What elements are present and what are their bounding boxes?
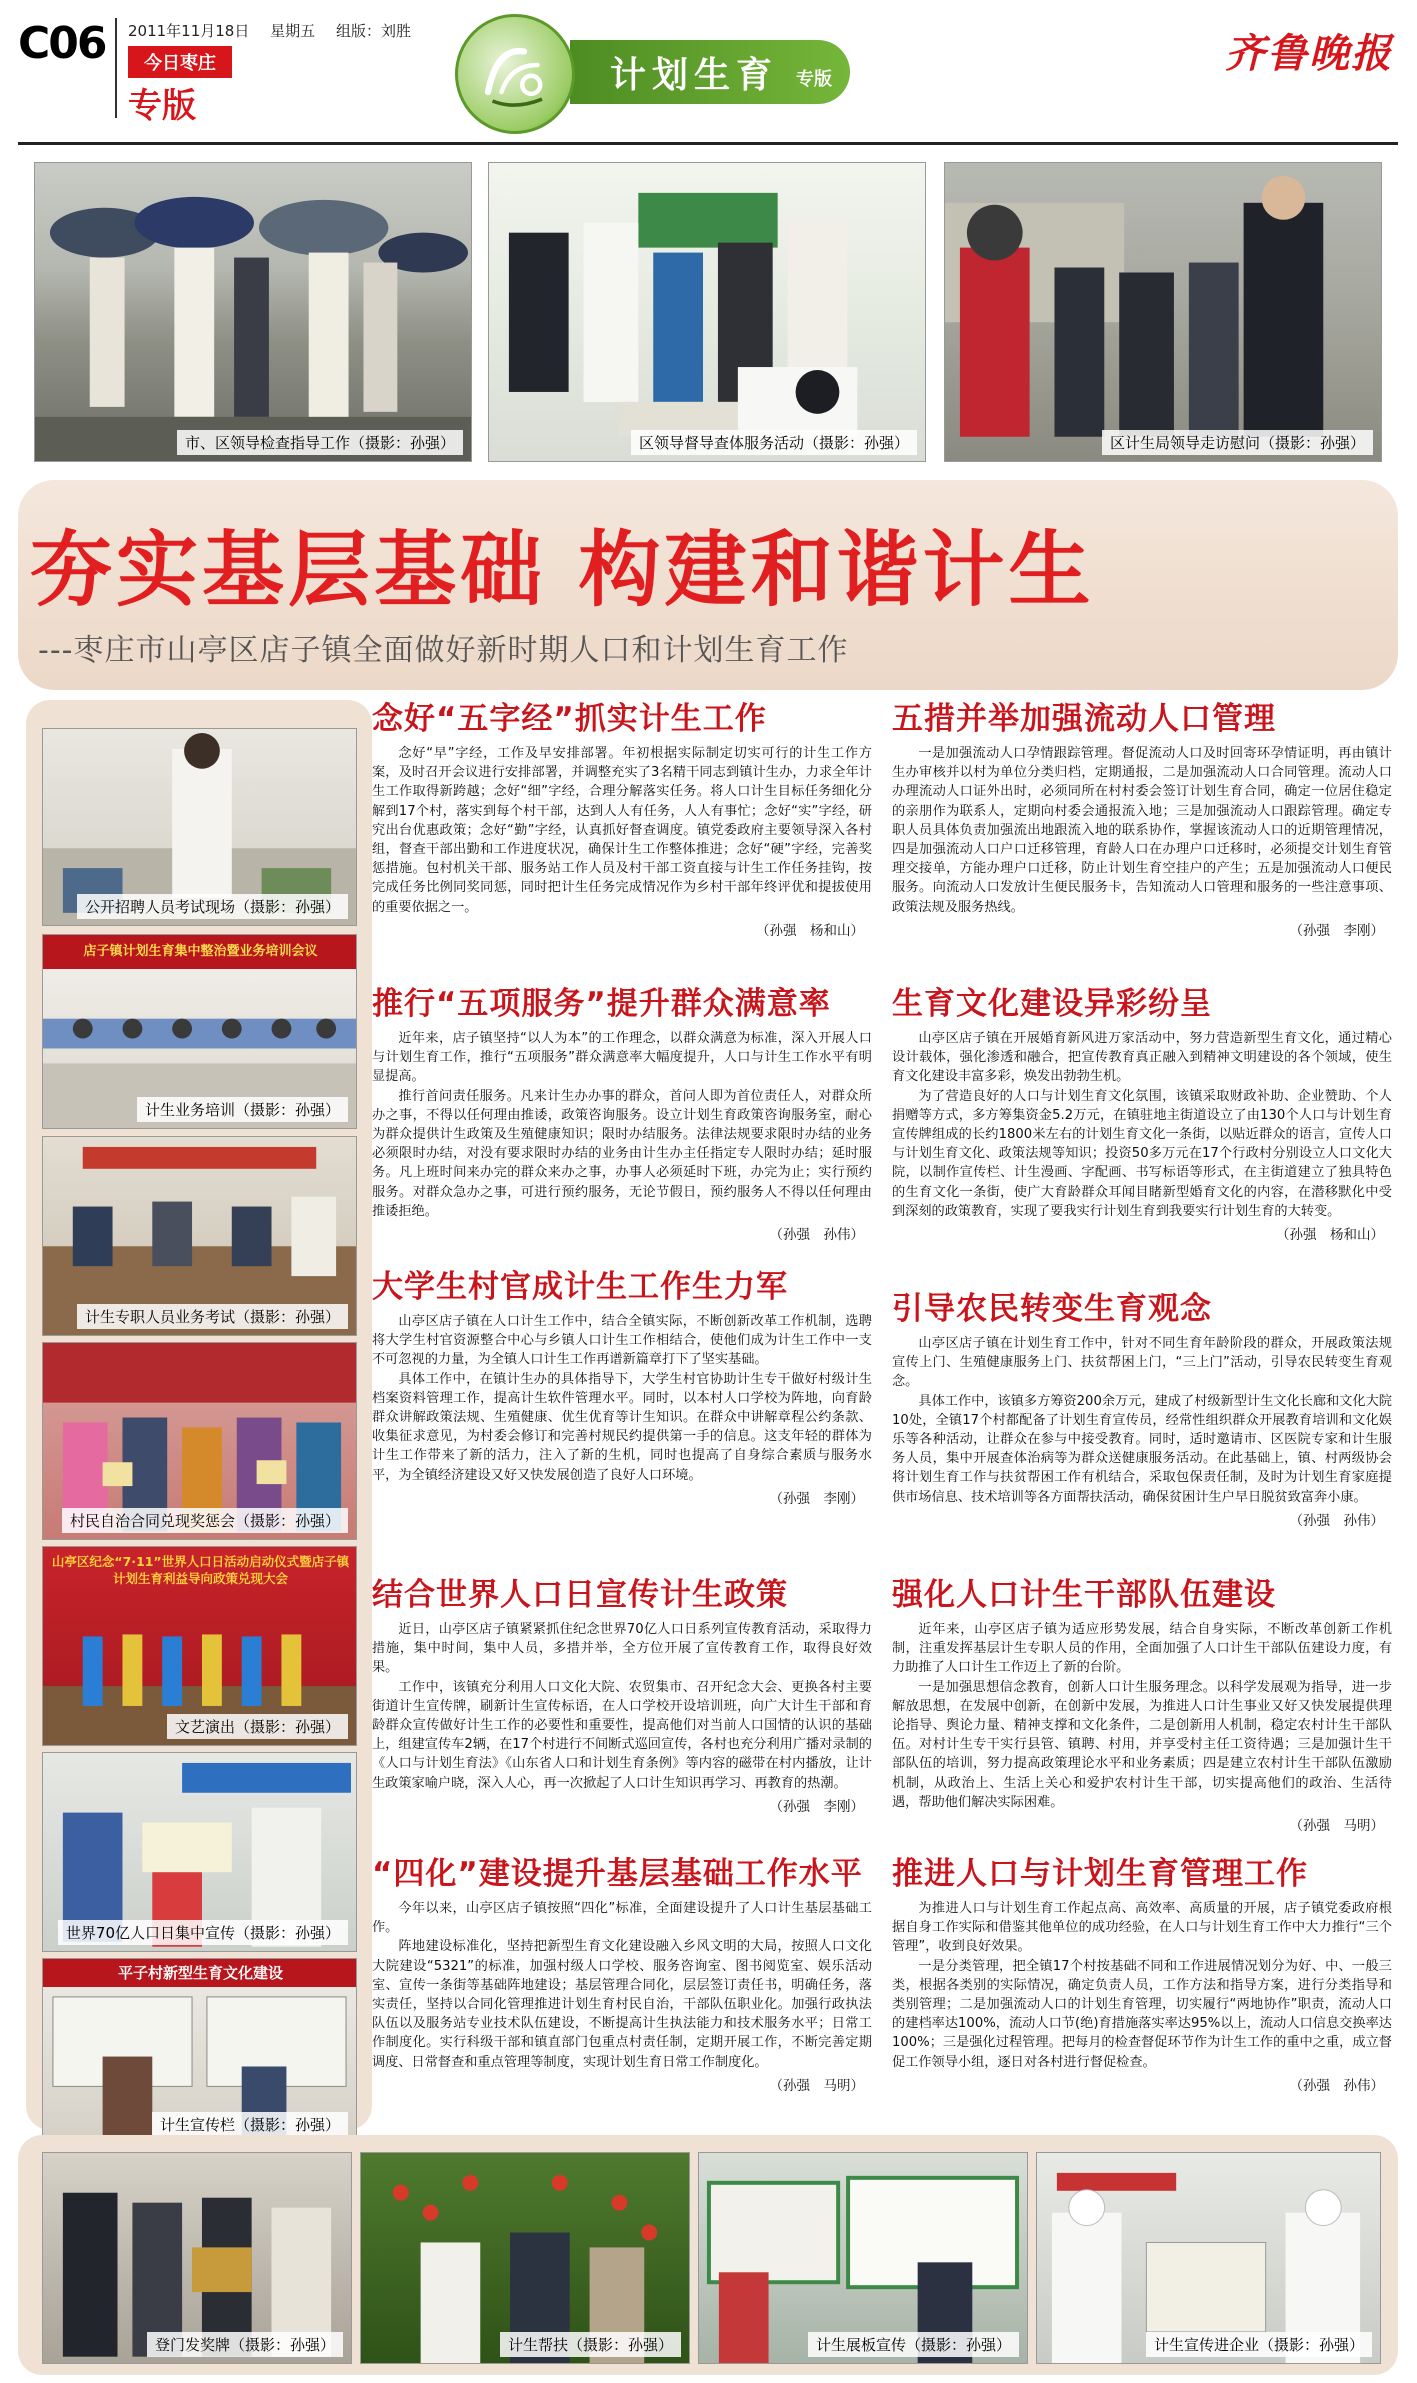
- article-byline: （孙强 孙伟）: [769, 1227, 864, 1244]
- issue-editor: 组版：刘胜: [335, 22, 411, 40]
- article-byline: （孙强 李刚）: [1289, 922, 1384, 939]
- photo-caption: 区领导督导查体服务活动（摄影：孙强）: [631, 430, 917, 455]
- top-rule: [18, 142, 1398, 145]
- article-paragraph: 为了营造良好的人口与计划生育文化氛围，该镇采取财政补助、企业赞助、个人捐赠等方式，多方筹集资金5.2万元，在镇驻地主街道设立了由130个人口与计划生育宣传牌组成的长约1800米左右的计划生育文化一条街，以贴近群众的语言，宣传人口与计划生育文化、政策法规等知识；投资50多万元在17个行政村分别设立人口文化大院，以制作宣传栏、计生漫画、字配画、书写标语等形式，在主街道建立了独具特色的生育文化一条街，使广大育龄群众耳闻目睹新型婚育文化的内容，在潜移默化中受到深刻的政策教育，实现了要我实行计划生育到我要实行计划生育的大转变。: [892, 1088, 1392, 1219]
- page-number: C06: [18, 18, 106, 69]
- article-four-modernizations: [372, 1855, 872, 2094]
- article-paragraph: 念好“早”字经，工作及早安排部署。年初根据实际制定切实可行的计生工作方案，及时召开会议进行安排部署，并调整充实了3名精干同志到镇计生办，力求全年计生工作取得新跨越；念好“细”字经，合理分解落实任务。将人口计生目标任务细化分解到17个村，落实到每个村干部，达到人人有任务，人人有事忙；念好“实”字经，研究出台优惠政策；念好“勤”字经，认真抓好督查调度。镇党委政府主要领导深入各村组，督查干部出勤和工作进度状况，确保计生工作整体推进；念好“硬”字经，完善奖惩措施。包村机关干部、服务站工作人员及村干部工资直接与计生工作任务挂钩，按完成任务比例同奖同惩，同时把计生任务完成情况作为乡村干部年终评优和提拔使用的重要依据之一。: [372, 746, 872, 915]
- article-paragraph: 今年以来，山亭区店子镇按照“四化”标准，全面建设提升了人口计生基层基础工作。: [372, 1901, 872, 1936]
- bottom-photo-3: [698, 2152, 1028, 2364]
- article-title: 生育文化建设异彩纷呈: [892, 986, 1212, 1022]
- photo-caption: 村民自治合同兑现奖惩会（摄影：孙强）: [62, 1508, 348, 1533]
- article-paragraph: 山亭区店子镇在开展婚育新风进万家活动中，努力营造新型生育文化，通过精心设计载体，强化渗透和融合，把宣传教育真正融入到精神文明建设的各个领域，使生育文化建设丰富多彩，焕发出勃勃生机。: [892, 1031, 1392, 1085]
- article-title: 强化人口计生干部队伍建设: [892, 1577, 1276, 1613]
- photo-caption: 世界70亿人口日集中宣传（摄影：孙强）: [58, 1920, 348, 1945]
- masthead: [0, 0, 1417, 140]
- banner-subtitle: 专版: [796, 69, 833, 90]
- office-visit-scene: [489, 163, 925, 462]
- bottom-photo-2: [360, 2152, 690, 2364]
- article-world-population-day: [372, 1576, 872, 1815]
- top-photo-2: [488, 162, 926, 462]
- article-byline: （孙强 孙伟）: [1289, 2077, 1384, 2094]
- photo-caption: 计生宣传进企业（摄影：孙强）: [1146, 2332, 1372, 2357]
- article-paragraph: 一是加强流动人口孕情跟踪管理。督促流动人口及时回寄环孕情证明，再由镇计生办审核并以村为单位分类归档，定期通报，二是加强流动人口合同管理。流动人口办理流动人口证外出时，必须同所在村村委会签订计划生育合同，确定一位居住稳定的亲朋作为联系人，定期向村委会通报流入地；三是加强流动人口跟踪管理。确定专职人员具体负责加强流出地跟流入地的联系协作，掌握该流动人口的近期管理情况，四是加强流动人口户口迁移管理，育龄人口在办理户口迁移时，必须提交计划生育管理交接单，方能办理户口迁移，防止计划生育空挂户的产生；五是加强流动人口便民服务。向流动人口发放计生便民服务卡，告知流动人口管理和服务的一些注意事项、政策法规及服务热线。: [892, 746, 1392, 915]
- article-paragraph: 一是分类管理，把全镇17个村按基础不同和工作进展情况划分为好、中、一般三类，根据各类别的实际情况，确定负责人员，工作方法和指导方案，进行分类指导和类别管理；二是加强流动人口的计划生育管理，切实履行“两地协作”职责，流动人口的建档率达100%，流动人口节(绝)育措施落实率达95%以上，流动人口信息交换率达100%；三是强化过程管理。把每月的检查督促环节作为计生工作的重中之重，成立督促工作领导小组，逐日对各村进行督促检查。: [892, 1958, 1392, 2070]
- main-subheadline: ---枣庄市山亭区店子镇全面做好新时期人口和计划生育工作: [38, 633, 849, 668]
- article-byline: （孙强 李刚）: [769, 1798, 864, 1815]
- article-title: 推进人口与计划生育管理工作: [892, 1856, 1308, 1892]
- article-byline: （孙强 孙伟）: [1289, 1512, 1384, 1529]
- article-byline: （孙强 杨和山）: [756, 922, 864, 939]
- issue-date: 2011年11月18日: [128, 22, 250, 40]
- date-line: [128, 20, 427, 41]
- article-management-work: [892, 1855, 1392, 2094]
- article-byline: （孙强 李刚）: [769, 1490, 864, 1507]
- article-paragraph: 山亭区店子镇在人口计生工作中，结合全镇实际，不断创新改革工作机制，选聘将大学生村官资源整合中心与乡镇人口计生工作相结合，使他们成为计生工作中一支不可忽视的力量，为全镇人口计生工作再谱新篇章打下了坚实基础。: [372, 1314, 872, 1368]
- photo-caption: 计生帮扶（摄影：孙强）: [500, 2332, 681, 2357]
- left-photo-6: [42, 1752, 357, 1952]
- article-paragraph: 具体工作中，该镇多方筹资200余万元，建成了村级新型计生文化长廊和文化大院10处，全镇17个村都配备了计划生育宣传员，经常性组织群众开展教育培训和文化娱乐等各种活动，让群众在参与中接受教育。同时，适时邀请市、区医院专家和计生服务人员，集中开展查体治病等为群众送健康服务活动。在此基础上，镇、村两级协会将计划生育工作与扶贫帮困工作有机结合，采取包保责任制，及时为计划生育家庭提供市场信息、技术培训等各方面帮扶活动，确保贫困计生户早日脱贫致富奔小康。: [892, 1393, 1392, 1505]
- left-photo-7: [42, 1958, 357, 2144]
- article-paragraph: 一是加强思想信念教育，创新人口计生服务理念。以科学发展观为指导，进一步解放思想，在发展中创新，在创新中发展，为推进人口计生事业又好又快发展提供理论指导、舆论力量、精神支撑和文化条件，二是创新用人机制，稳定农村计生干部队伍。对村计生专干实行县管、镇聘、村用，并享受村主任工资待遇；三是加强计生干部队伍的培训，努力提高政策理论水平和业务素质；四是建立农村计生干部队伍激励机制，从政治上、生活上关心和爱护农村计生干部，切实提高他们的政治、生活待遇，帮助他们解决实际困难。: [892, 1679, 1392, 1810]
- article-title: 引导农民转变生育观念: [892, 1291, 1212, 1327]
- article-title: 念好“五字经”抓实计生工作: [372, 701, 767, 737]
- banner-title: 计划生育: [610, 54, 779, 96]
- article-byline: （孙强 马明）: [1289, 1818, 1384, 1835]
- section-banner: [570, 40, 850, 104]
- left-photo-1: [42, 728, 357, 926]
- photo-caption: 文艺演出（摄影：孙强）: [167, 1714, 348, 1739]
- village-visit-scene: [945, 163, 1381, 462]
- photo-banner: 平子村新型生育文化建设: [43, 1959, 357, 1987]
- photo-caption: 登门发奖牌（摄影：孙强）: [147, 2332, 343, 2357]
- article-paragraph: 近年来，店子镇坚持“以人为本”的工作理念，以群众满意为标准，深入开展人口与计划生育工作，推行“五项服务”群众满意率大幅度提升，人口与计生工作水平有明显提高。: [372, 1031, 872, 1085]
- main-headline: 夯实基层基础 构建和谐计生: [30, 523, 1095, 618]
- left-photo-2: [42, 934, 357, 1129]
- article-five-character-scripture: [372, 700, 872, 939]
- photo-caption: 计生宣传栏（摄影：孙强）: [152, 2112, 348, 2137]
- newspaper-logo: 齐鲁晚报: [1225, 30, 1393, 77]
- photo-caption: 计生业务培训（摄影：孙强）: [137, 1097, 348, 1122]
- article-byline: （孙强 马明）: [769, 2077, 864, 2094]
- photo-caption: 计生专职人员业务考试（摄影：孙强）: [77, 1304, 348, 1329]
- photo-caption: 计生展板宣传（摄影：孙强）: [808, 2332, 1019, 2357]
- article-college-village-officials: [372, 1268, 872, 1507]
- issue-weekday: 星期五: [270, 22, 316, 40]
- article-paragraph: 工作中，该镇充分利用人口文化大院、农贸集市、召开纪念大会、更换各村主要街道计生宣传牌，刷新计生宣传标语，在人口学校开设培训班，向广大计生干部和育龄群众宣传做好计生工作的必要性和重要性，提高他们对当前人口国情的认识的基础上，组建宣传车2辆，在17个村进行不间断式巡回宣传，各村也充分利用广播对录制的《人口与计划生育法》《山东省人口和计划生育条例》等内容的磁带在村内播放，让计生政策家喻户晓，深入人心，再一次掀起了人口计生知识再学习、再教育的热潮。: [372, 1679, 872, 1791]
- bottom-photo-4: [1036, 2152, 1381, 2364]
- left-photo-3: [42, 1136, 357, 1336]
- article-paragraph: 近年来，山亭区店子镇为适应形势发展，结合自身实际，不断改革创新工作机制，注重发挥基层计生专职人员的作用，全面加强了人口计生干部队伍建设力度，有力助推了人口计生工作迈上了新的台阶。: [892, 1622, 1392, 1676]
- section-subtitle: 专版: [128, 86, 196, 126]
- article-paragraph: 山亭区店子镇在计划生育工作中，针对不同生育年龄阶段的群众，开展政策法规宣传上门、生殖健康服务上门、扶贫帮困上门，“三上门”活动，引导农民转变生育观念。: [892, 1336, 1392, 1390]
- section-tag: 今日枣庄: [128, 46, 232, 78]
- article-paragraph: 推行首问责任服务。凡来计生办办事的群众，首问人即为首位责任人，对群众所办之事，不得以任何理由推诿，政策咨询服务。设立计划生育政策咨询服务室，耐心为群众提供计生政策及生殖健康知识；限时办结服务。法律法规要求限时办结的业务必须限时办结，对没有要求限时办结的业务由计生办主任指定专人限时办结；延时服务。凡上班时间来办完的群众来办之事，办事人必须延时下班，办完为止；实行预约服务。对群众急办之事，可进行预约服务，无论节假日，预约服务人不得以任何理由推诿拒绝。: [372, 1088, 872, 1219]
- article-paragraph: 具体工作中，在镇计生办的具体指导下，大学生村官协助计生专干做好村级计生档案资料管理工作，提高计生软件管理水平。同时，以本村人口学校为阵地，向育龄群众讲解政策法规、生殖健康、优生优育等计生知识。在群众中讲解章程公约条款、收集征求意见，为村委会修订和完善村规民约提供第一手的信息。这支年轻的群体为计生工作带来了新的活力，注入了新的生机，同时也提高了自身综合素质与服务水平，为全镇经济建设又好又快发展创造了良好人口环境。: [372, 1371, 872, 1483]
- article-title: 大学生村官成计生工作生力军: [372, 1269, 788, 1305]
- photo-banner: 店子镇计划生育集中整治暨业务培训会议: [43, 935, 357, 969]
- article-title: 五措并举加强流动人口管理: [892, 701, 1276, 737]
- article-title: 推行“五项服务”提升群众满意率: [372, 986, 831, 1022]
- article-floating-population: [892, 700, 1392, 939]
- family-planning-logo-icon: [455, 14, 575, 134]
- article-paragraph: 阵地建设标准化，坚持把新型生育文化建设融入乡风文明的大局，按照人口文化大院建设“5321”的标准，加强村级人口学校、服务咨询室、图书阅览室、娱乐活动室、宣传一条街等基础阵地建设；基层管理合同化，层层签订责任书，明确任务，落实责任，坚持以合同化管理推进计划生育村民自治，干部队伍职业化。加强行政执法队伍以及服务站专业技术队伍建设，不断提高计生执法能力和技术服务水平；日常工作制度化。实行科级干部和镇直部门包重点村责任制，定期开展工作，不断完善定期调度、日常督查和重点管理等制度，实现计划生育日常工作制度化。: [372, 1939, 872, 2070]
- photo-caption: 区计生局领导走访慰问（摄影：孙强）: [1102, 430, 1373, 455]
- article-change-birth-concepts: [892, 1290, 1392, 1529]
- article-cadre-team: [892, 1576, 1392, 1834]
- article-title: 结合世界人口日宣传计生政策: [372, 1577, 788, 1613]
- photo-caption: 公开招聘人员考试现场（摄影：孙强）: [77, 894, 348, 919]
- photo-caption: 市、区领导检查指导工作（摄影：孙强）: [177, 430, 463, 455]
- article-title: “四化”建设提升基层基础工作水平: [372, 1856, 863, 1892]
- article-paragraph: 近日，山亭区店子镇紧紧抓住纪念世界70亿人口日系列宣传教育活动，采取得力措施，集中时间，集中人员，多措并举，全方位开展了宣传教育工作，取得良好效果。: [372, 1622, 872, 1676]
- photo-banner: 山亭区纪念“7·11”世界人口日活动启动仪式暨店子镇计划生育利益导向政策兑现大会: [51, 1554, 350, 1586]
- bottom-photo-1: [42, 2152, 352, 2364]
- article-five-services: [372, 985, 872, 1243]
- left-photo-5: [42, 1546, 357, 1746]
- article-birth-culture: [892, 985, 1392, 1243]
- top-photo-1: [34, 162, 472, 462]
- umbrella-group-scene: [35, 163, 471, 462]
- masthead-divider: [115, 18, 117, 118]
- top-photo-3: [944, 162, 1382, 462]
- article-byline: （孙强 杨和山）: [1276, 1227, 1384, 1244]
- left-photo-4: [42, 1342, 357, 1540]
- article-paragraph: 为推进人口与计划生育工作起点高、高效率、高质量的开展，店子镇党委政府根据自身工作实际和借鉴其他单位的成功经验，在人口与计划生育工作中大力推行“三个管理”，收到良好效果。: [892, 1901, 1392, 1955]
